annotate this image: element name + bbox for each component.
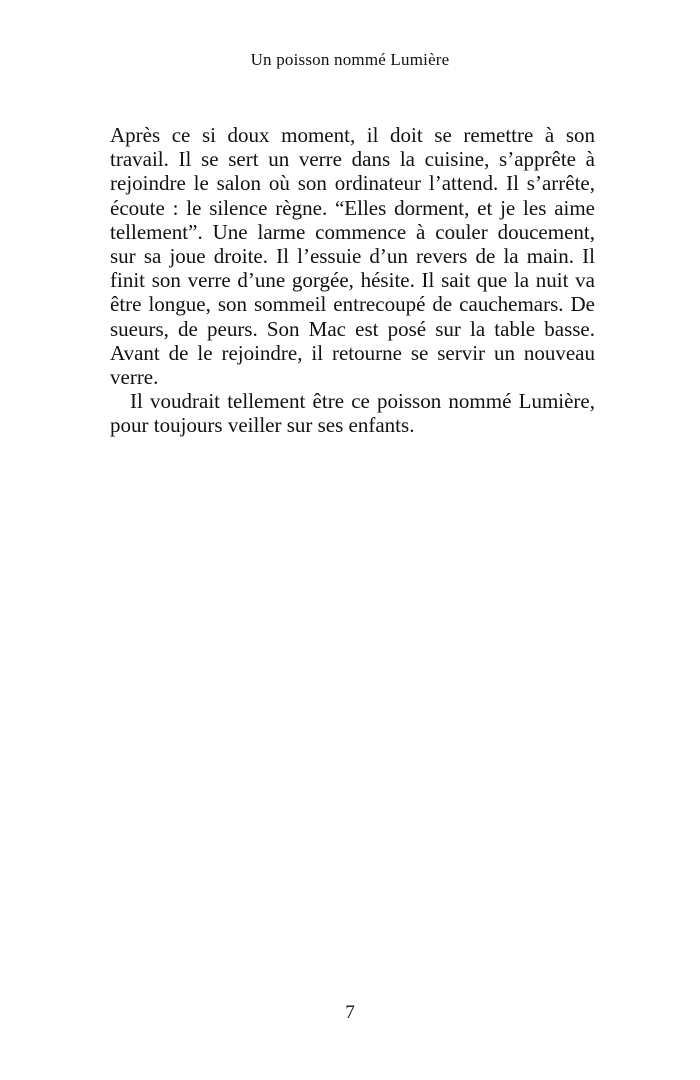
paragraph: Après ce si doux moment, il doit se remettre à son travail. Il se sert un verre dans la cuisine, s’apprête à rejoindre le salon où son ordinateur l’attend. Il s’arrête, écoute : le silence règne. “Elles dorment, et je les aime tellement”. Une larme commence à couler doucement, sur sa joue droite. Il l’essuie d’un revers de la main. Il finit son verre d’une gorgée, hésite. Il sait que la nuit va être longue, son sommeil entrecoupé de cauchemars. De sueurs, de peurs. Son Mac est posé sur la table basse. Avant de le rejoindre, il retourne se servir un nouveau verre. — [110, 123, 595, 390]
paragraph: Il voudrait tellement être ce poisson nommé Lumière, pour toujours veiller sur ses enfants. — [110, 389, 595, 438]
running-header-title: Un poisson nommé Lumière — [250, 50, 450, 69]
body-text — [110, 123, 595, 438]
page-number: 7 — [345, 1002, 355, 1023]
